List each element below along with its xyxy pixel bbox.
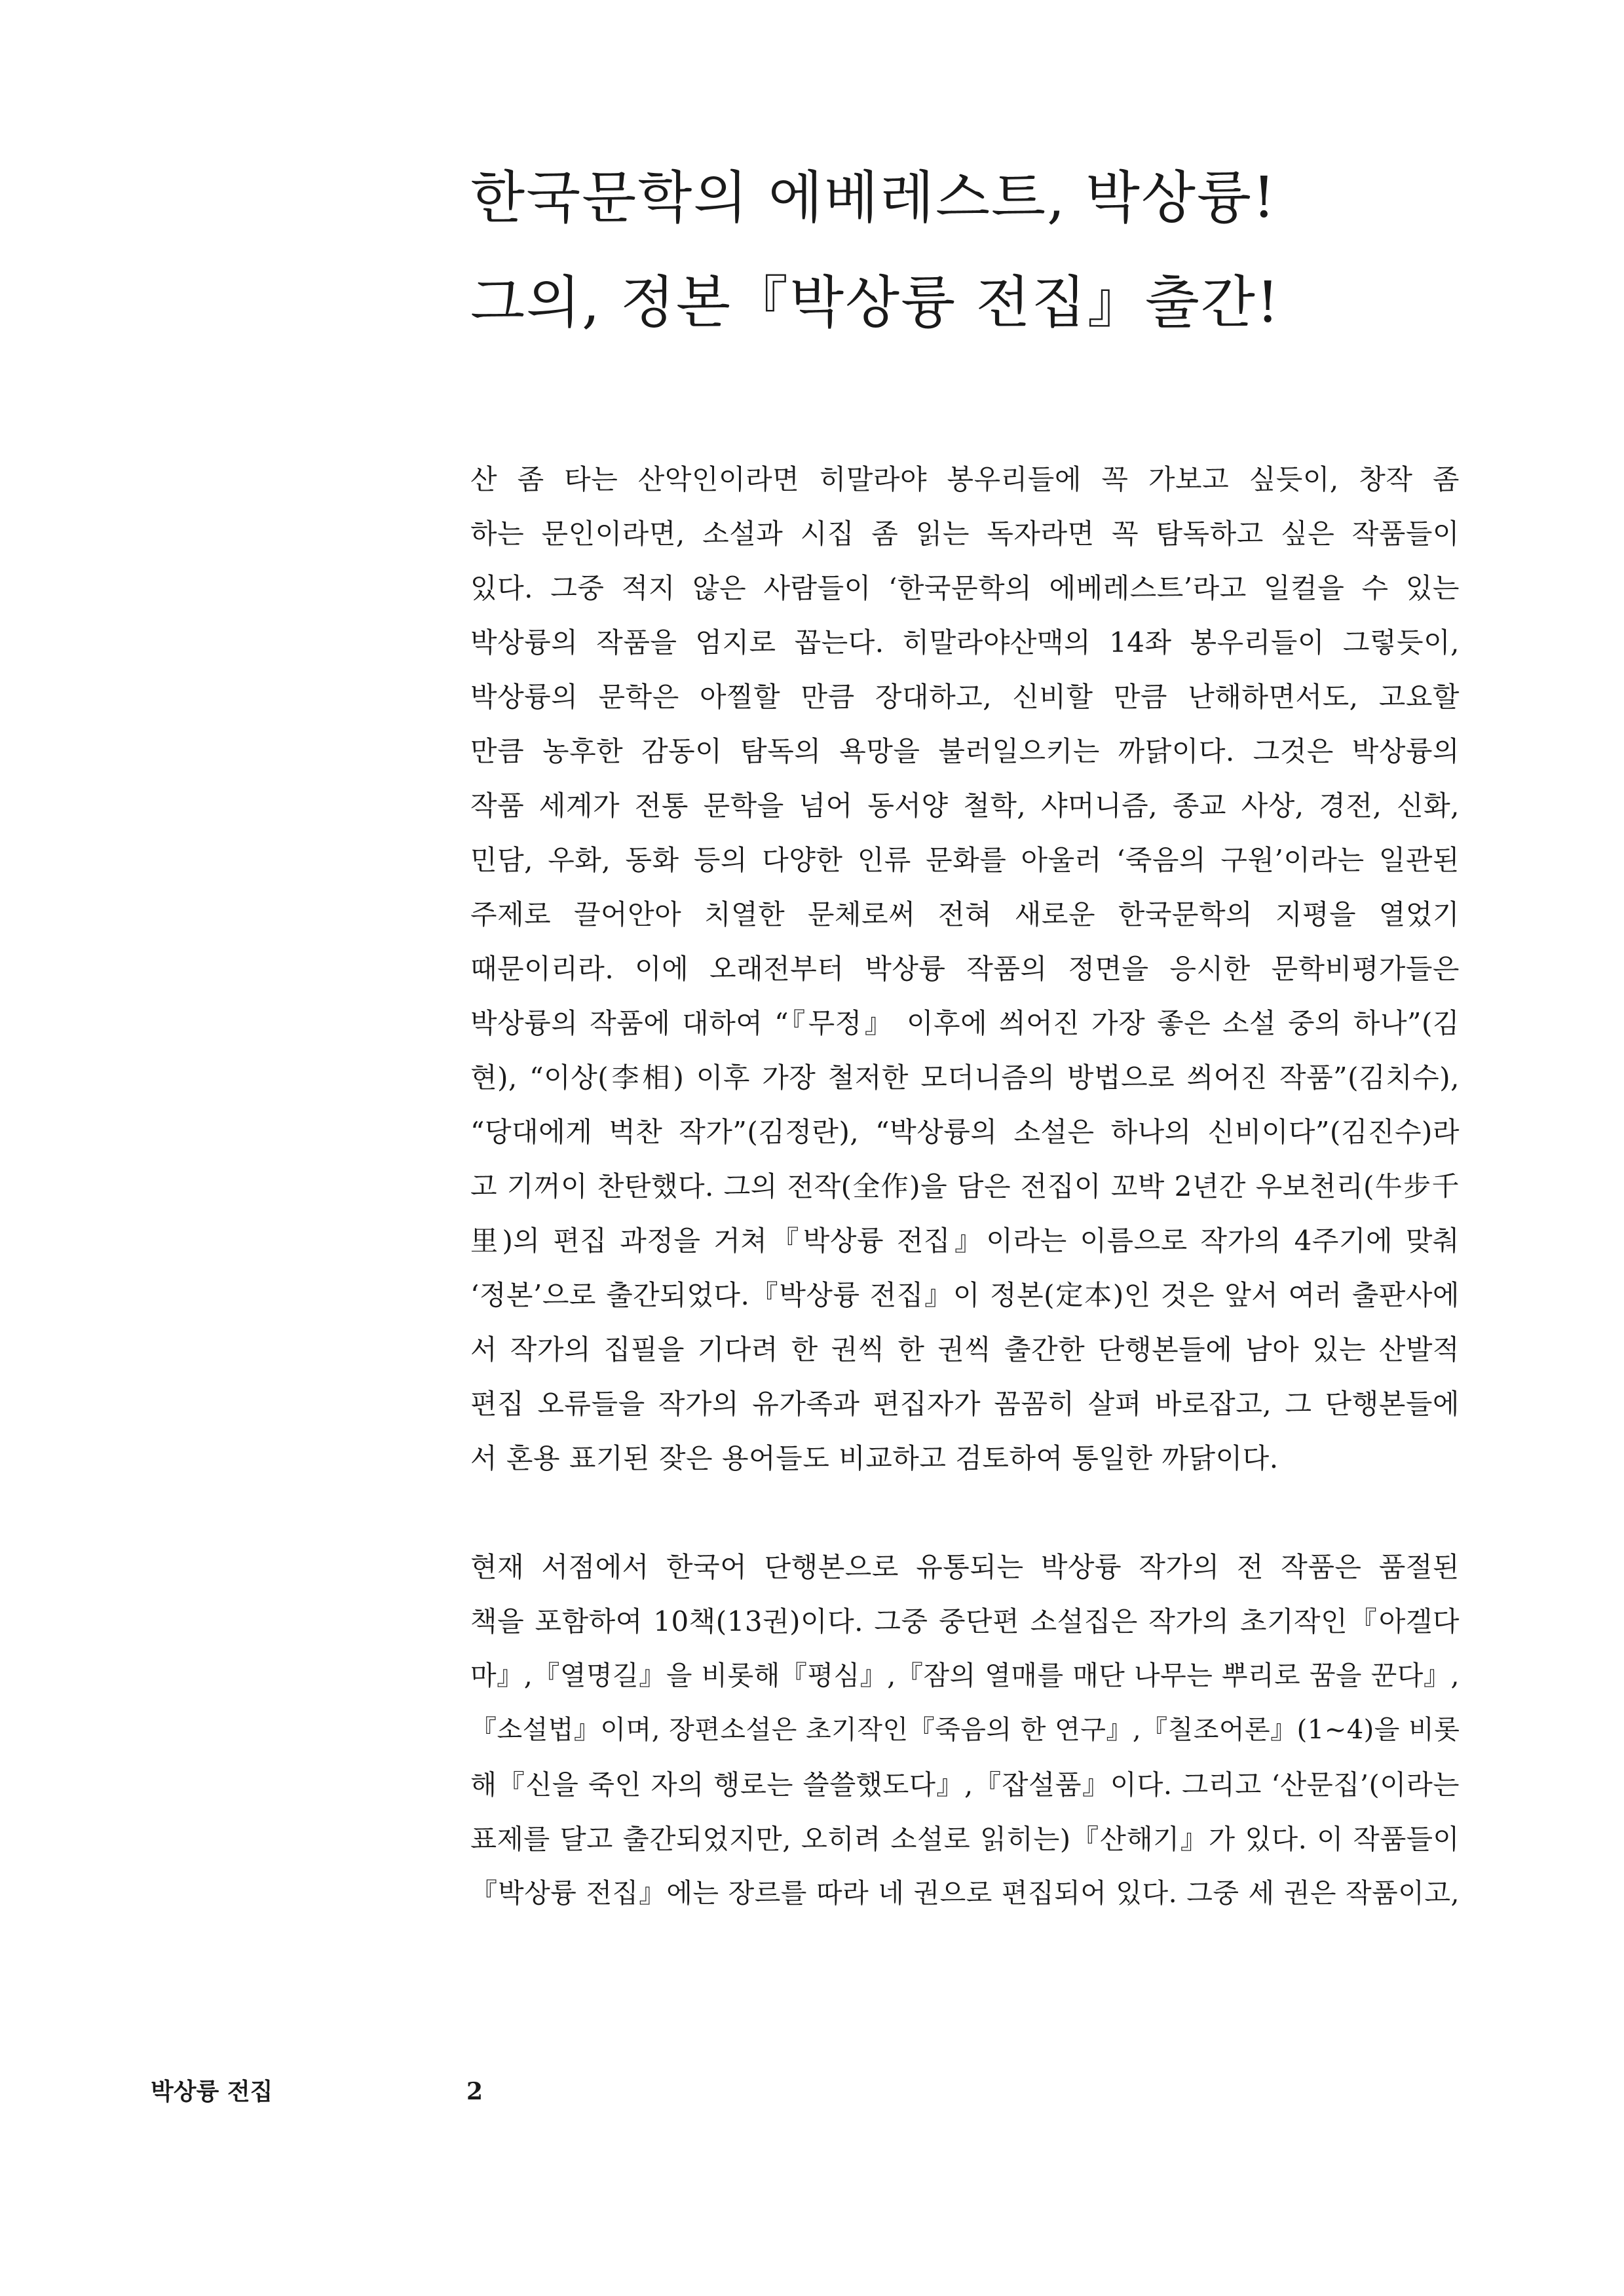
- text-line: 주제로 끌어안아 치열한 문체로써 전혀 새로운 한국문학의 지평을 열었기: [470, 898, 1460, 930]
- text-line: 마』,『열명길』을 비롯해『평심』,『잠의 열매를 매단 나무는 뿌리로 꿈을 꾼다』,: [470, 1660, 1460, 1691]
- page-number: 2: [466, 2078, 483, 2105]
- text-line: 박상륭의 작품을 엄지로 꼽는다. 히말라야산맥의 14좌 봉우리들이 그렇듯이,: [470, 626, 1460, 659]
- paragraph-1: [470, 452, 1460, 1485]
- text-line: 표제를 달고 출간되었지만, 오히려 소설로 읽히는)『산해기』가 있다. 이 작품들이: [470, 1823, 1460, 1855]
- headline-line-1: 한국문학의 에베레스트, 박상륭!: [470, 165, 1277, 231]
- text-line: 때문이리라. 이에 오래전부터 박상륭 작품의 정면을 응시한 문학비평가들은: [470, 953, 1460, 985]
- text-line: 박상륭의 문학은 아찔할 만큼 장대하고, 신비할 만큼 난해하면서도, 고요할: [470, 681, 1460, 713]
- text-line: 현재 서점에서 한국어 단행본으로 유통되는 박상륭 작가의 전 작품은 품절된: [470, 1551, 1460, 1583]
- body-text: [470, 452, 1460, 1921]
- text-line: 『소설법』이며, 장편소설은 초기작인『죽음의 한 연구』,『칠조어론』(1~4)을 비롯: [470, 1715, 1460, 1745]
- text-line: 민담, 우화, 동화 등의 다양한 인류 문화를 아울러 ‘죽음의 구원’이라는 일관된: [470, 844, 1460, 876]
- text-line: 현), “이상(李相) 이후 가장 철저한 모더니즘의 방법으로 씌어진 작품”(김치수),: [470, 1062, 1460, 1094]
- text-line: ‘정본’으로 출간되었다.『박상륭 전집』이 정본(定本)인 것은 앞서 여러 출판사에: [470, 1279, 1460, 1311]
- text-line: 『박상륭 전집』에는 장르를 따라 네 권으로 편집되어 있다. 그중 세 권은 작품이고,: [470, 1877, 1460, 1909]
- text-line: 해『신을 죽인 자의 행로는 쓸쓸했도다』,『잡설품』이다. 그리고 ‘산문집’(이라는: [470, 1769, 1460, 1801]
- running-footer-title: 박상륭 전집: [151, 2078, 273, 2105]
- text-line: 만큼 농후한 감동이 탐독의 욕망을 불러일으키는 까닭이다. 그것은 박상륭의: [470, 735, 1460, 767]
- paragraph-2: [470, 1540, 1460, 1921]
- text-line: 서 혼용 표기된 잦은 용어들도 비교하고 검토하여 통일한 까닭이다.: [470, 1442, 1279, 1474]
- text-line: 서 작가의 집필을 기다려 한 권씩 한 권씩 출간한 단행본들에 남아 있는 산발적: [470, 1333, 1460, 1366]
- text-line: 박상륭의 작품에 대하여 “『무정』 이후에 씌어진 가장 좋은 소설 중의 하나”(김: [470, 1007, 1460, 1039]
- headline-line-2: 그의, 정본『박상륭 전집』출간!: [470, 270, 1281, 335]
- text-line: 里)의 편집 과정을 거쳐『박상륭 전집』이라는 이름으로 작가의 4주기에 맞춰: [470, 1225, 1460, 1257]
- text-line: 고 기꺼이 찬탄했다. 그의 전작(全作)을 담은 전집이 꼬박 2년간 우보천리(牛步千: [470, 1170, 1460, 1202]
- text-line: 책을 포함하여 10책(13권)이다. 그중 중단편 소설집은 작가의 초기작인『아겔다: [470, 1605, 1460, 1637]
- text-line: 작품 세계가 전통 문학을 넘어 동서양 철학, 샤머니즘, 종교 사상, 경전, 신화,: [470, 790, 1460, 822]
- text-line: 산 좀 타는 산악인이라면 히말라야 봉우리들에 꼭 가보고 싶듯이, 창작 좀: [470, 463, 1460, 495]
- paragraph-gap: [470, 1485, 1460, 1540]
- text-line: 편집 오류들을 작가의 유가족과 편집자가 꼼꼼히 살펴 바로잡고, 그 단행본들에: [470, 1388, 1460, 1420]
- text-line: “당대에게 벅찬 작가”(김정란), “박상륭의 소설은 하나의 신비이다”(김진수)라: [470, 1116, 1460, 1148]
- text-line: 하는 문인이라면, 소설과 시집 좀 읽는 독자라면 꼭 탐독하고 싶은 작품들이: [470, 518, 1460, 550]
- text-line: 있다. 그중 적지 않은 사람들이 ‘한국문학의 에베레스트’라고 일컬을 수 있는: [470, 572, 1460, 604]
- headline: [470, 145, 1492, 355]
